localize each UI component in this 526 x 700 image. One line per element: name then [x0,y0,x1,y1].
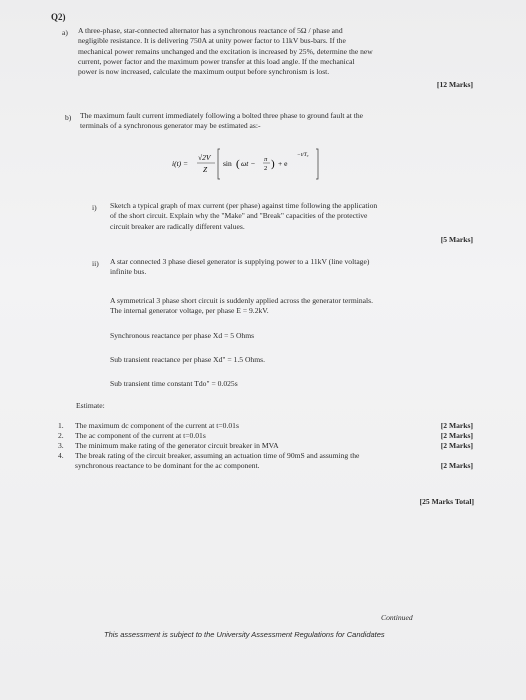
part-b-line: terminals of a synchronous generator may be estimated as:- [80,121,261,131]
sub-i-label: i) [92,203,97,212]
sub-ii-label: ii) [92,259,99,268]
sub-ii-line: infinite bus. [110,267,147,277]
sub-i-marks: [5 Marks] [440,235,473,244]
fault-current-formula [150,145,350,181]
part-a-line: power is now increased, calculate the maximum output before synchronism is lost. [78,67,330,77]
estimate-item-marks: [2 Marks] [440,461,473,470]
synchronous-reactance: Synchronous reactance per phase Xd = 5 Ohms [110,331,255,340]
sub-ii-para-line: A symmetrical 3 phase short circuit is suddenly applied across the generator terminals. [110,296,373,305]
estimate-item-number: 2. [58,431,64,440]
continued-label: Continued [381,613,413,622]
sub-ii-para-line: The internal generator voltage, per phase E = 9.2kV. [110,306,269,316]
part-a-line: negligible resistance. It is delivering 750A at unity power factor to 11kV bus-bars. If the [78,36,346,46]
formula-open-paren: ( [236,158,240,170]
estimate-item-number: 3. [58,441,64,450]
estimate-item-marks: [2 Marks] [440,431,473,440]
subtransient-time-constant: Sub transient time constant Tdo" = 0.025s [110,379,238,388]
sub-i-text [110,201,480,232]
part-a-line: current, power factor and the maximum power transfer at this load angle. If the mechanical [78,56,355,66]
part-b-label: b) [65,113,72,122]
part-a-text [78,26,478,77]
formula-argument: ωt − [241,159,256,168]
total-marks: [25 Marks Total] [419,497,474,506]
formula-right-bracket [316,149,318,179]
part-a-line: mechanical power remains unchanged and the excitation is increased by 25%, determine the new [78,46,373,56]
part-a-label: a) [62,28,68,37]
estimate-item-text: The ac component of the current at t=0.01s [75,431,206,440]
part-b-line: The maximum fault current immediately following a bolted three phase to ground fault at the [80,111,363,120]
estimate-item-number: 4. [58,451,64,460]
formula-pi: π [264,156,268,163]
formula-numerator: √2V [198,153,211,162]
regulations-notice: This assessment is subject to the University Assessment Regulations for Candidates [104,630,385,639]
formula-denominator: Z [203,165,208,174]
estimate-item-marks: [2 Marks] [440,421,473,430]
part-a-marks: [12 Marks] [436,80,473,89]
formula-graphic [150,145,350,181]
sub-i-line: of the short circuit. Explain why the "Make" and "Break" capacities of the protective [110,211,368,221]
part-b-text [80,111,480,132]
formula-close-paren: ) [271,158,275,170]
part-a-line: A three-phase, star-connected alternator has a synchronous reactance of 5Ω / phase and [78,26,343,35]
sub-ii-line: A star connected 3 phase diesel generator is supplying power to a 11kV (line voltage) [110,257,370,266]
sub-ii-text [110,257,480,278]
sub-i-line: circuit breaker are radically different values. [110,221,245,231]
estimate-item-text: synchronous reactance to be dominant for the ac component. [75,461,260,470]
estimate-item-marks: [2 Marks] [440,441,473,450]
formula-sin: sin [223,159,232,168]
estimate-heading: Estimate: [76,401,105,410]
sub-i-line: Sketch a typical graph of max current (per phase) against time following the application [110,201,378,210]
formula-lhs: i(t) = [172,159,189,168]
subtransient-reactance: Sub transient reactance per phase Xd" = 1.5 Ohms. [110,355,265,364]
formula-plus-e: + e [278,159,288,168]
question-number: Q2) [51,12,66,22]
estimate-item-text: The maximum dc component of the current at t=0.01s [75,421,239,430]
formula-exponent: −t/Tₐ [297,152,309,158]
estimate-item-number: 1. [58,421,64,430]
sub-ii-paragraph [110,296,480,317]
estimate-item-text: The break rating of the circuit breaker, assuming an actuation time of 90mS and assuming the [75,451,360,460]
formula-two: 2 [264,165,268,172]
estimate-item-text: The minimum make rating of the generator circuit breaker in MVA [75,441,279,450]
formula-left-bracket [218,149,220,179]
